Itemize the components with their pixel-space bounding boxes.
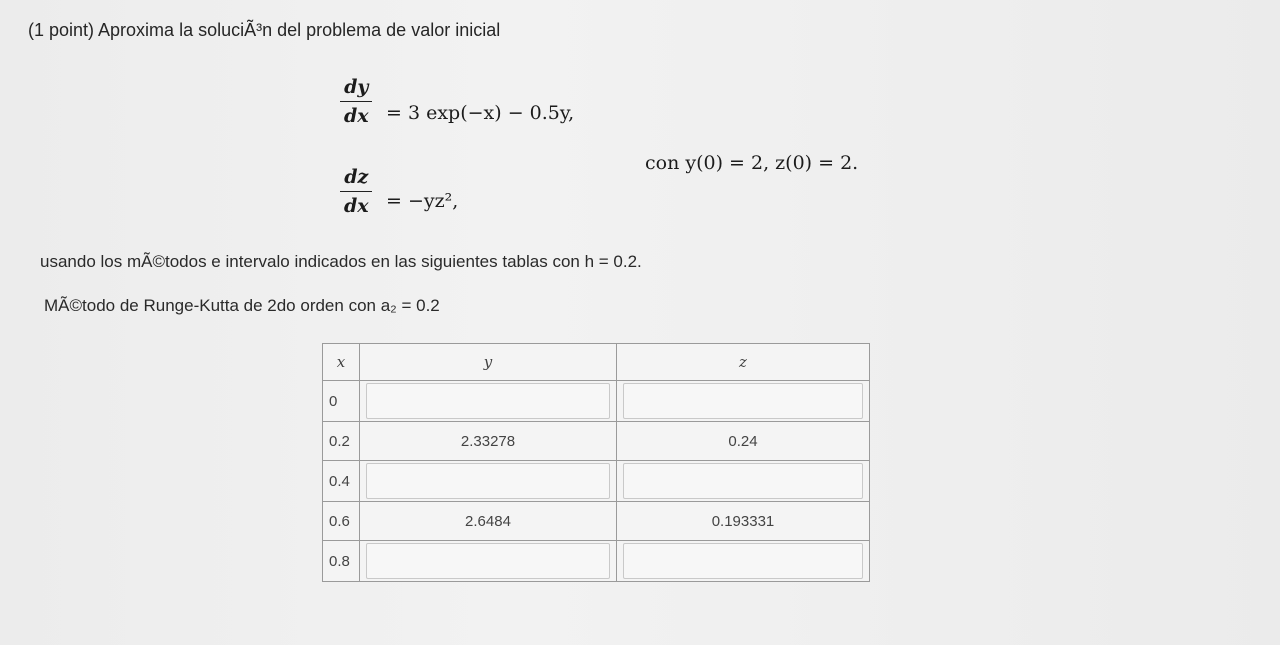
eq1-numerator: dy [340, 76, 372, 102]
eq1-fraction [340, 76, 373, 127]
y-value-row-3: 2.6484 [360, 502, 617, 541]
z-cell [617, 541, 870, 582]
z-input-row-0[interactable] [623, 383, 863, 419]
eq2-denominator: dx [344, 195, 369, 217]
eq2-numerator: dz [340, 166, 372, 192]
table-row [323, 541, 870, 582]
eq2-fraction [340, 166, 373, 217]
x-cell: 0.4 [323, 461, 360, 502]
z-value-row-3: 0.193331 [617, 502, 870, 541]
problem-title: (1 point) Aproxima la soluciÃ³n del problema de valor inicial [28, 20, 501, 40]
x-cell: 0.6 [323, 502, 360, 541]
y-input-row-4[interactable] [366, 543, 610, 579]
table-row [323, 502, 870, 541]
y-input-row-2[interactable] [366, 463, 610, 499]
x-cell: 0 [323, 381, 360, 422]
eq1-rhs: = 3 exp(−x) − 0.5y, [386, 102, 575, 124]
eq2-rhs: = −yz², [386, 190, 459, 212]
x-cell: 0.2 [323, 422, 360, 461]
z-input-row-4[interactable] [623, 543, 863, 579]
instruction-text: usando los mÃ©todos e intervalo indicados en las siguientes tablas con h = 0.2. [40, 252, 642, 271]
eq1-denominator: dx [344, 105, 369, 127]
table-row [323, 461, 870, 502]
table-header-row [323, 344, 870, 381]
table-row [323, 422, 870, 461]
z-cell [617, 461, 870, 502]
y-input-row-0[interactable] [366, 383, 610, 419]
answer-table [322, 343, 870, 582]
z-cell [617, 381, 870, 422]
table-row [323, 381, 870, 422]
header-y: y [360, 344, 617, 381]
x-cell: 0.8 [323, 541, 360, 582]
header-x: x [323, 344, 360, 381]
header-z: z [617, 344, 870, 381]
initial-condition: con y(0) = 2, z(0) = 2. [645, 152, 859, 174]
z-input-row-2[interactable] [623, 463, 863, 499]
y-cell [360, 541, 617, 582]
y-value-row-1: 2.33278 [360, 422, 617, 461]
z-value-row-1: 0.24 [617, 422, 870, 461]
method-text: MÃ©todo de Runge-Kutta de 2do orden con a₂ = 0.2 [44, 296, 440, 315]
y-cell [360, 461, 617, 502]
y-cell [360, 381, 617, 422]
